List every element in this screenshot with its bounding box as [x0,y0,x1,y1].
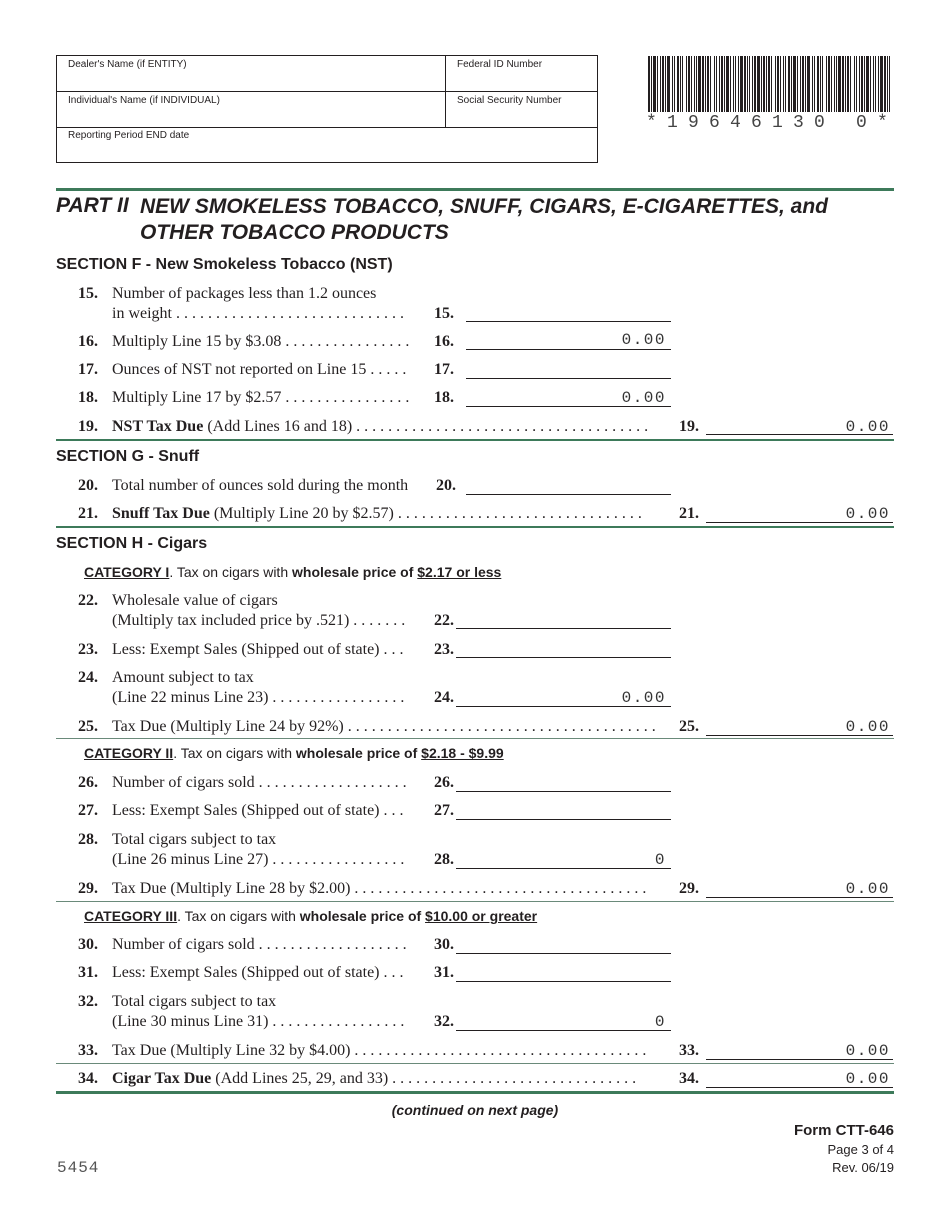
line-34-number: 34. [78,1070,98,1087]
barcode-bar [757,56,760,112]
line-23-text: Less: Exempt Sales (Shipped out of state) . . . [112,641,404,658]
barcode-bar [705,56,706,112]
barcode-bar [831,56,832,112]
barcode-bar [768,56,770,112]
barcode-bar [866,56,869,112]
line-34-text [112,1070,636,1088]
barcode-bar [749,56,750,112]
line-28-ref: 28. [434,851,454,868]
ssn-label: Social Security Number [457,95,562,106]
line-16-input[interactable] [466,349,671,350]
barcode-bar [747,56,748,112]
category-2-heading [84,745,504,761]
line-19-number: 19. [78,418,98,435]
line-26-input[interactable] [456,791,671,792]
barcode-bar [710,56,711,112]
barcode-bar [850,56,851,112]
barcode-bar [878,56,879,112]
line-31-input[interactable] [456,981,671,982]
line-27-input[interactable] [456,819,671,820]
line-23-input[interactable] [456,657,671,658]
barcode-bar [719,56,720,112]
line-16-number: 16. [78,333,98,350]
barcode-bar [859,56,860,112]
barcode-bar [775,56,776,112]
line-28-number: 28. [78,831,98,848]
line-28-value: 0 [654,851,666,869]
barcode-bar [674,56,675,112]
barcode-bar [845,56,846,112]
line-21-rest-text: (Multiply Line 20 by $2.57) . . . . . . . . . . . . . . . . . . . . . . . . . . . . . . . [209,505,642,522]
barcode-bar [814,56,815,112]
line-22-number: 22. [78,592,98,609]
line-30-ref: 30. [434,936,454,953]
category-3-name: CATEGORY III [84,908,178,924]
category-1-bold: wholesale price of [292,564,418,580]
line-15-number: 15. [78,285,98,302]
category-3-heading [84,908,537,924]
individual-name-label: Individual's Name (if INDIVIDUAL) [68,95,220,106]
barcode-bar [740,56,743,112]
barcode-bar [733,56,734,112]
taxpayer-id-box [56,55,598,163]
category-3-bold: wholesale price of [299,908,426,924]
line-30-input[interactable] [456,953,671,954]
line-31-ref: 31. [434,964,454,981]
barcode-bar [724,56,725,112]
barcode-text: *19646130 0* [646,113,899,133]
category-2-bottom-rule [56,901,894,902]
line-21-value: 0.00 [845,505,890,523]
line-30-number: 30. [78,936,98,953]
barcode-bar [667,56,670,112]
line-20-text: Total number of ounces sold during the month [112,477,409,494]
line-26-ref: 26. [434,774,454,791]
barcode-bar [688,56,690,112]
line-15-input[interactable] [466,321,671,322]
ssn-field[interactable] [445,92,598,127]
line-23-number: 23. [78,641,98,658]
line-21-ref: 21. [679,505,699,522]
barcode-bar [771,56,772,112]
barcode-bar [651,56,652,112]
line-32-text-2: (Line 30 minus Line 31) . . . . . . . . . . . . . . . . . [112,1013,405,1030]
line-34-bold-text: Cigar Tax Due [112,1070,212,1087]
barcode-bar [875,56,876,112]
barcode-bar [880,56,883,112]
barcode-bar [680,56,681,112]
line-19-ref: 19. [679,418,699,435]
barcode-bar [714,56,715,112]
line-25-number: 25. [78,718,98,735]
section-h-bottom-rule [56,1091,894,1094]
barcode-bar [834,56,835,112]
line-31-number: 31. [78,964,98,981]
barcode-bar [648,56,650,112]
line-25-ref: 25. [679,718,699,735]
barcode-bar [793,56,796,112]
line-32-ref: 32. [434,1013,454,1030]
line-26-number: 26. [78,774,98,791]
barcode-bar [783,56,784,112]
line-19-value: 0.00 [845,418,890,436]
line-24-text: Amount subject to tax [112,669,254,686]
line-32-number: 32. [78,993,98,1010]
barcode-bar [657,56,658,112]
barcode-bar [817,56,819,112]
barcode-bar [707,56,709,112]
barcode-bar [752,56,753,112]
barcode-bar [889,56,890,112]
barcode-bar [854,56,855,112]
category-3-mid: . Tax on cigars with [177,908,300,924]
line-32-text: Total cigars subject to tax [112,993,277,1010]
category-1-price: $2.17 or less [417,564,502,580]
category-1-name: CATEGORY I [84,564,170,580]
line-24-text-2: (Line 22 minus Line 23) . . . . . . . . . . . . . . . . . [112,689,405,706]
line-22-text: Wholesale value of cigars [112,592,278,609]
line-16-ref: 16. [434,333,454,350]
line-20-ref: 20. [436,477,456,494]
barcode-bar [766,56,767,112]
barcode-bar [696,56,697,112]
line-21-number: 21. [78,505,98,522]
line-29-number: 29. [78,880,98,897]
barcode-bar [873,56,874,112]
line-26-text: Number of cigars sold . . . . . . . . . . . . . . . . . . . [112,774,407,791]
line-34-rest-text: (Add Lines 25, 29, and 33) . . . . . . . . . . . . . . . . . . . . . . . . . . . . . . . [211,1070,637,1087]
line-19-rest-text: (Add Lines 16 and 18) . . . . . . . . . . . . . . . . . . . . . . . . . . . . . . . . . . . . . [203,418,649,435]
line-18-text: Multiply Line 17 by $2.57 . . . . . . . . . . . . . . . . [112,389,410,406]
barcode-bar [800,56,801,112]
barcode-bar [812,56,813,112]
line-34-ref: 34. [679,1070,699,1087]
barcode-bar [694,56,695,112]
line-17-number: 17. [78,361,98,378]
line-17-text: Ounces of NST not reported on Line 15 . . . . . [112,361,407,378]
line-27-ref: 27. [434,802,454,819]
line-21-bold-text: Snuff Tax Due [112,505,210,522]
line-28-text: Total cigars subject to tax [112,831,277,848]
line-34-value: 0.00 [845,1070,890,1088]
barcode-bar [653,56,656,112]
category-3-bottom-rule [56,1063,894,1064]
line-19-text [112,418,648,436]
line-25-value: 0.00 [845,718,890,736]
barcode-bar [761,56,762,112]
part-title: NEW SMOKELESS TOBACCO, SNUFF, CIGARS, E-CIGARETTES, and OTHER TOBACCO PRODUCTS [140,195,828,244]
line-32-value: 0 [654,1013,666,1031]
barcode-bar [861,56,863,112]
continued-note: (continued on next page) [391,1102,559,1118]
line-33-ref: 33. [679,1042,699,1059]
barcode-bar [807,56,810,112]
line-24-ref: 24. [434,689,454,706]
line-20-input[interactable] [466,494,671,495]
section-g-title: SECTION G - Snuff [56,448,200,465]
line-18-value: 0.00 [621,389,666,407]
barcode-bar [820,56,821,112]
form-name: Form CTT-646 [793,1122,894,1139]
barcode-bar [822,56,823,112]
barcode-bar [785,56,786,112]
line-24-value: 0.00 [621,689,666,707]
line-16-value: 0.00 [621,331,666,349]
barcode-bar [826,56,827,112]
line-33-value: 0.00 [845,1042,890,1060]
barcode-bar [856,56,857,112]
barcode-bar [726,56,729,112]
category-2-name: CATEGORY II [84,745,174,761]
line-16-text: Multiply Line 15 by $3.08 . . . . . . . . . . . . . . . . [112,333,410,350]
line-17-input[interactable] [466,378,671,379]
part-label: PART II [56,194,129,217]
barcode-bar [864,56,865,112]
reporting-period-label: Reporting Period END date [68,130,190,141]
barcode-bar [735,56,736,112]
line-33-text: Tax Due (Multiply Line 32 by $4.00) . . . . . . . . . . . . . . . . . . . . . . . . . . . . . . . . . . . . . [112,1042,647,1059]
line-24-number: 24. [78,669,98,686]
category-1-mid: . Tax on cigars with [169,564,292,580]
line-29-value: 0.00 [845,880,890,898]
form-code: 5454 [57,1159,100,1177]
section-f-bottom-rule [56,439,894,441]
line-22-ref: 22. [434,612,454,629]
line-27-number: 27. [78,802,98,819]
barcode-bar [738,56,739,112]
barcode-bar [754,56,756,112]
section-h-title: SECTION H - Cigars [56,535,208,552]
line-18-ref: 18. [434,389,454,406]
barcode-bar [686,56,687,112]
barcode-bar [777,56,779,112]
line-15-text: Number of packages less than 1.2 ounces [112,285,377,302]
barcode-bar [805,56,806,112]
barcode-bar [842,56,844,112]
barcode-bar [791,56,792,112]
category-2-bold: wholesale price of [295,745,422,761]
barcode-graphic [648,56,892,112]
barcode-bar [698,56,701,112]
barcode-bar [884,56,886,112]
barcode-bar [716,56,717,112]
part-top-rule [56,188,894,191]
line-15-ref: 15. [434,305,454,322]
dealer-name-field[interactable] [57,56,445,91]
barcode-bar [721,56,723,112]
barcode-bar [847,56,849,112]
barcode-bar [887,56,888,112]
section-f-title: SECTION F - New Smokeless Tobacco (NST) [56,256,393,273]
revision-date: Rev. 06/19 [832,1160,894,1175]
barcode-bar [780,56,781,112]
barcode-bar [662,56,664,112]
line-20-number: 20. [78,477,98,494]
section-g-bottom-rule [56,526,894,528]
barcode-bar [828,56,830,112]
barcode-bar [838,56,841,112]
line-23-ref: 23. [434,641,454,658]
barcode-bar [672,56,673,112]
barcode-bar [744,56,746,112]
category-1-bottom-rule [56,738,894,739]
barcode-bar [836,56,837,112]
category-3-price: $10.00 or greater [425,908,538,924]
federal-id-field[interactable] [445,56,598,91]
page-number: Page 3 of 4 [827,1142,894,1157]
barcode-bar [691,56,692,112]
barcode-bar [677,56,679,112]
line-31-text: Less: Exempt Sales (Shipped out of state) . . . [112,964,404,981]
category-1-heading [84,564,501,580]
barcode-bar [797,56,798,112]
line-30-text: Number of cigars sold . . . . . . . . . . . . . . . . . . . [112,936,407,953]
barcode-bar [788,56,790,112]
line-22-input[interactable] [456,628,671,629]
line-18-number: 18. [78,389,98,406]
line-21-text [112,505,642,523]
line-29-text: Tax Due (Multiply Line 28 by $2.00) . . . . . . . . . . . . . . . . . . . . . . . . . . . . . . . . . . . . . [112,880,647,897]
individual-name-field[interactable] [57,92,445,127]
barcode-bar [870,56,871,112]
line-33-number: 33. [78,1042,98,1059]
barcode-bar [660,56,661,112]
barcode-bar [682,56,683,112]
barcode-bar [763,56,765,112]
id-row-2 [57,92,597,128]
id-row-1 [57,56,597,92]
line-25-text: Tax Due (Multiply Line 24 by 92%) . . . . . . . . . . . . . . . . . . . . . . . . . . . . . . . . . . . . . . . [112,718,656,735]
federal-id-label: Federal ID Number [457,59,543,70]
line-15-text-2: in weight . . . . . . . . . . . . . . . . . . . . . . . . . . . . . [112,305,404,322]
id-row-3 [57,127,597,163]
barcode-bar [802,56,804,112]
category-2-mid: . Tax on cigars with [173,745,296,761]
line-29-ref: 29. [679,880,699,897]
reporting-period-field[interactable] [57,127,597,163]
category-2-price: $2.18 - $9.99 [421,745,504,761]
line-19-bold-text: NST Tax Due [112,418,204,435]
line-22-text-2: (Multiply tax included price by .521) . . . . . . . [112,612,406,629]
barcode-bar [730,56,731,112]
barcode-bar [665,56,666,112]
line-17-ref: 17. [434,361,454,378]
line-27-text: Less: Exempt Sales (Shipped out of state) . . . [112,802,404,819]
line-28-text-2: (Line 26 minus Line 27) . . . . . . . . . . . . . . . . . [112,851,405,868]
dealer-name-label: Dealer's Name (if ENTITY) [68,59,187,70]
barcode-bar [702,56,704,112]
